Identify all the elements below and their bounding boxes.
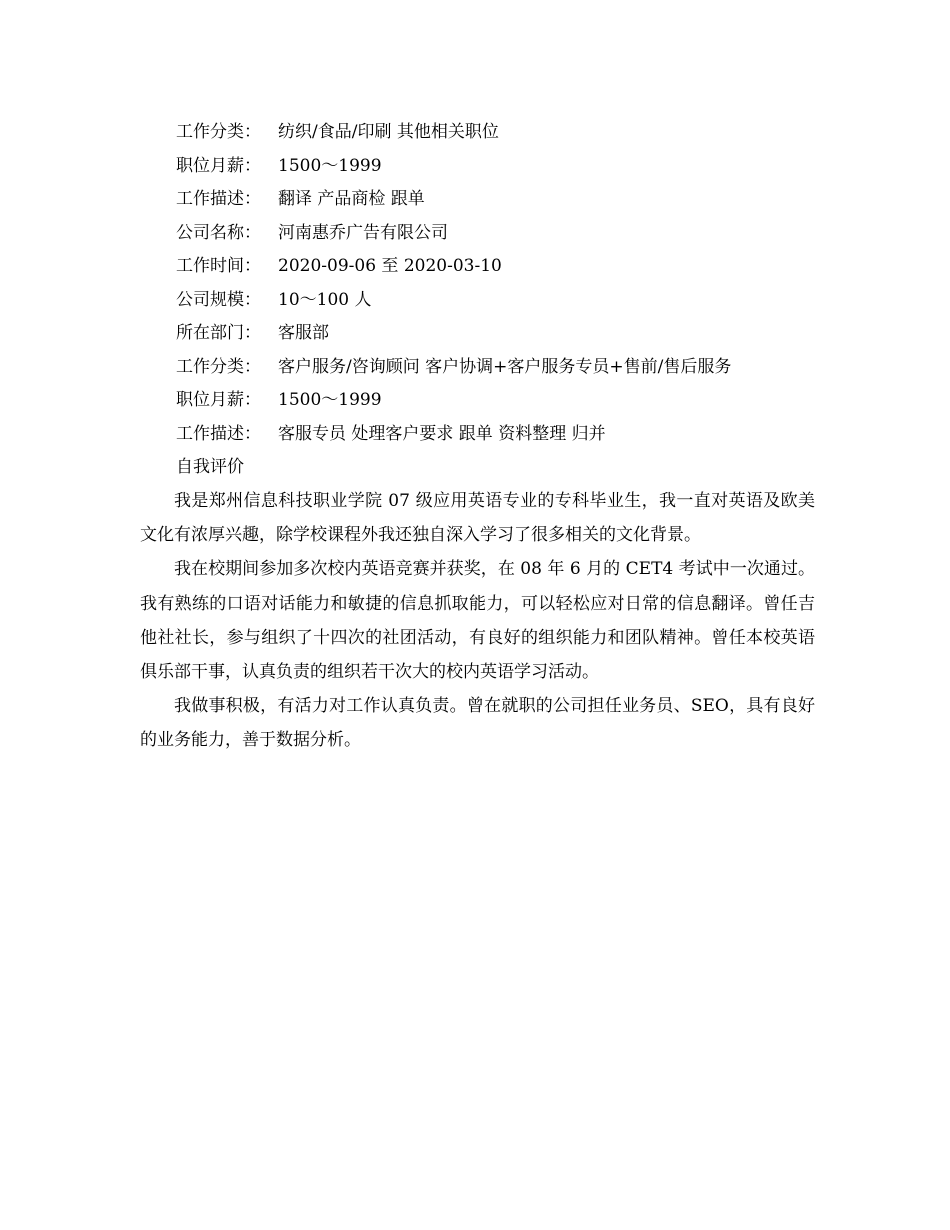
field-label: 工作描述：	[176, 189, 261, 209]
field-label: 所在部门：	[176, 323, 261, 343]
self-evaluation-paragraph: 我做事积极，有活力对工作认真负责。曾在就职的公司担任业务员、SEO，具有良好的业务能力，善于数据分析。	[140, 696, 815, 751]
field-label: 公司规模：	[176, 289, 261, 310]
field-label: 工作分类：	[176, 122, 261, 142]
field-label: 职位月薪：	[176, 390, 261, 410]
field-label: 工作时间：	[176, 256, 261, 276]
field-value: 河南惠乔广告有限公司	[278, 222, 448, 243]
field-row	[176, 317, 816, 351]
field-value: 纺织/食品/印刷 其他相关职位	[278, 122, 499, 142]
field-value: 客户服务/咨询顾问 客户协调+客户服务专员+售前/售后服务	[278, 356, 732, 377]
field-value: 2020-09-06 至 2020-03-10	[278, 256, 502, 276]
field-value: 翻译 产品商检 跟单	[278, 189, 425, 209]
field-label: 职位月薪：	[176, 155, 261, 176]
field-value: 客服部	[278, 323, 329, 343]
field-row	[176, 418, 816, 452]
field-row	[176, 116, 816, 150]
field-row	[176, 351, 816, 385]
field-value: 1500～1999	[278, 390, 382, 410]
field-label: 工作分类：	[176, 356, 261, 377]
work-experience-fields	[176, 116, 816, 451]
field-value: 客服专员 处理客户要求 跟单 资料整理 归并	[278, 423, 606, 444]
field-row	[176, 217, 816, 251]
self-evaluation-body	[140, 484, 815, 758]
field-label: 工作描述：	[176, 423, 261, 444]
field-row	[176, 250, 816, 284]
field-label: 公司名称：	[176, 222, 261, 243]
field-row	[176, 183, 816, 217]
self-evaluation-paragraph: 我是郑州信息科技职业学院 07 级应用英语专业的专科毕业生，我一直对英语及欧美文化有浓厚兴趣，除学校课程外我还独自深入学习了很多相关的文化背景。	[140, 491, 815, 546]
field-value: 1500～1999	[278, 155, 382, 176]
field-row	[176, 384, 816, 418]
field-row	[176, 284, 816, 318]
field-value: 10～100 人	[278, 289, 372, 310]
field-row	[176, 150, 816, 184]
self-evaluation-paragraph: 我在校期间参加多次校内英语竞赛并获奖，在 08 年 6 月的 CET4 考试中一次通过。我有熟练的口语对话能力和敏捷的信息抓取能力，可以轻松应对日常的信息翻译。曾任吉他社社长，参与组织了十四次的社团活动，有良好的组织能力和团队精神。曾任本校英语俱乐部干事，认真负责的组织若干次大的校内英语学习活动。	[140, 559, 815, 683]
self-evaluation-heading: 自我评价	[176, 457, 244, 477]
